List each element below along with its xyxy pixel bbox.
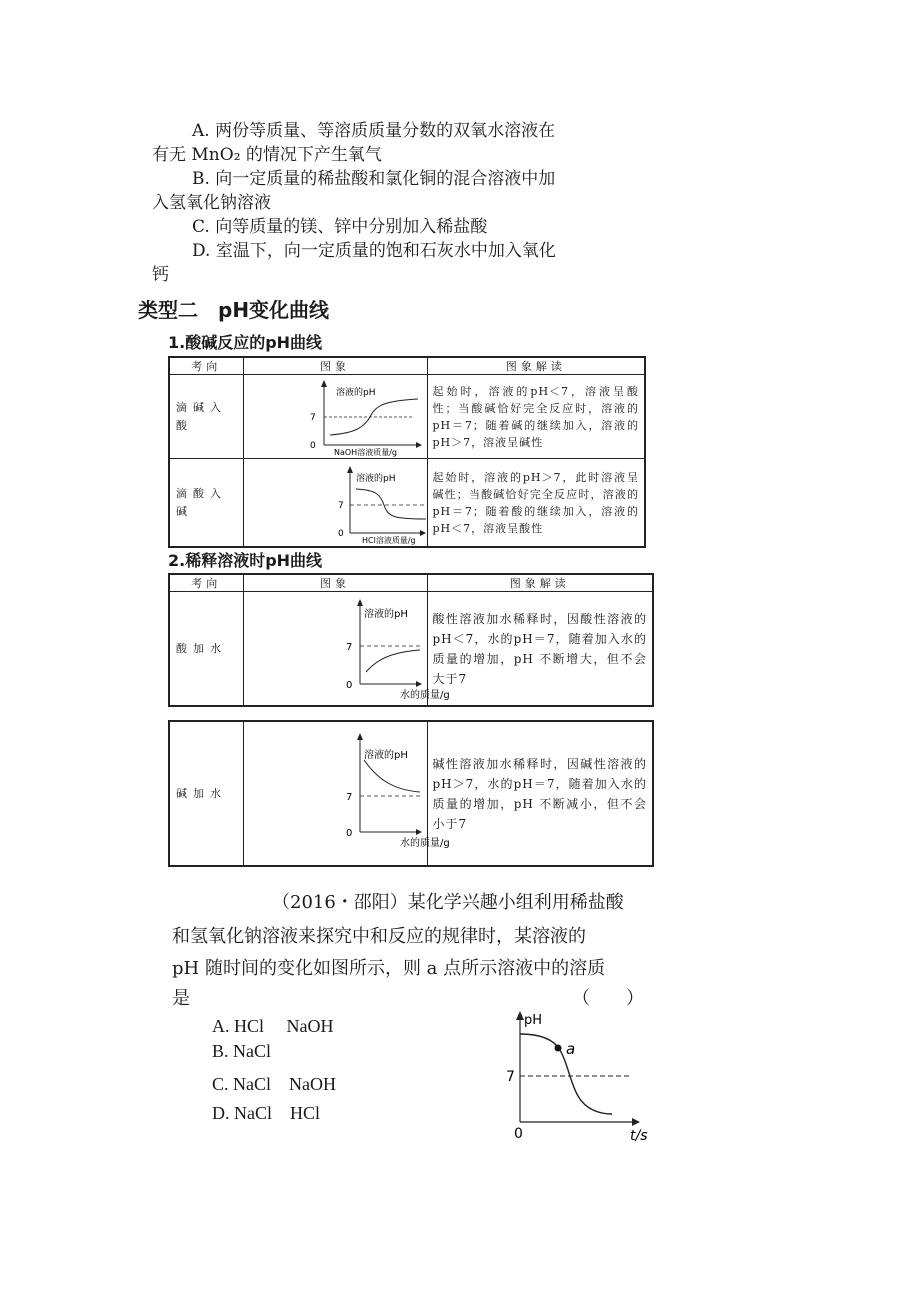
- x-axis-arrow: [416, 829, 422, 835]
- origin-label: 0: [514, 1126, 523, 1142]
- choice-a: A. HCl NaOH: [212, 1016, 334, 1036]
- y-axis-arrow: [516, 1011, 524, 1020]
- x-label: 水的质量/g: [399, 838, 450, 849]
- interpretation-cell: 酸性溶液加水稀释时，因酸性溶液的pH＜7，水的pH＝7，随着加入水的质量的增加，pH 不断增大，但不会大于7: [427, 592, 653, 707]
- interpretation-cell: 起始时，溶液的pH＞7，此时溶液呈碱性；当酸碱恰好完全反应时，溶液的pH＝7；随着酸的继续加入，溶液的pH＜7，溶液呈酸性: [427, 459, 645, 548]
- choice-b: B. NaCl: [212, 1041, 272, 1061]
- option-b-line1: B. 向一定质量的稀盐酸和氯化铜的混合溶液中加: [192, 169, 556, 189]
- option-a-line2: 有无 MnO₂ 的情况下产生氧气: [152, 145, 382, 165]
- y-label: 溶液的pH: [363, 750, 408, 761]
- question-line3: pH 随时间的变化如图所示，则 a 点所示溶液中的溶质: [172, 958, 606, 979]
- table-header: 图象解读: [427, 574, 653, 592]
- tick-7: 7: [309, 413, 316, 423]
- x-axis-arrow: [420, 530, 426, 536]
- ph-curve: [364, 760, 420, 792]
- x-label: NaOH溶液质量/g: [333, 448, 397, 457]
- question-line1: （2016・邵阳）某化学兴趣小组利用稀盐酸: [272, 892, 624, 913]
- option-c-line1: C. 向等质量的镁、锌中分别加入稀盐酸: [192, 217, 488, 237]
- graph-cell: [243, 375, 427, 459]
- ph-curve: [366, 650, 420, 672]
- graph-acid-into-base: [244, 459, 428, 543]
- table-header: 图象解读: [427, 357, 645, 375]
- sub2-title: 2.稀释溶液时pH曲线: [168, 551, 323, 570]
- graph-acid-plus-water: [244, 592, 450, 702]
- table-header: 图象: [243, 574, 427, 592]
- table-header: 考向: [169, 357, 243, 375]
- choice-c: C. NaCl NaOH: [212, 1074, 336, 1094]
- origin-label: 0: [309, 441, 316, 451]
- interpretation-cell: 碱性溶液加水稀释时，因碱性溶液的pH＞7，水的pH＝7，随着加入水的质量的增加，pH 不断减小，但不会小于7: [427, 721, 653, 866]
- dilution-table-acid: [168, 573, 654, 707]
- question-graph: [496, 1006, 656, 1156]
- ph-curve: [356, 489, 426, 519]
- sub1-title: 1.酸碱反应的pH曲线: [168, 333, 323, 352]
- x-axis-arrow: [632, 1118, 640, 1126]
- table-header: 图象: [243, 357, 427, 375]
- graph-base-into-acid: [244, 375, 428, 455]
- graph-cell: [243, 592, 450, 707]
- graph-cell: [243, 721, 450, 866]
- tick-7: 7: [345, 642, 352, 653]
- y-axis-arrow: [357, 733, 363, 740]
- question-line2: 和氢氧化钠溶液来探究中和反应的规律时，某溶液的: [172, 926, 586, 947]
- direction-cell: 滴碱入酸: [169, 375, 243, 459]
- x-label: HCl溶液质量/g: [361, 536, 416, 545]
- y-label: 溶液的pH: [363, 609, 408, 620]
- tick-7: 7: [506, 1069, 515, 1085]
- graph-base-plus-water: [244, 722, 450, 862]
- point-a-marker: [555, 1045, 562, 1052]
- origin-label: 0: [337, 529, 344, 539]
- y-label: 溶液的pH: [355, 474, 395, 484]
- option-a-line1: A. 两份等质量、等溶质质量分数的双氧水溶液在: [192, 121, 556, 141]
- question-line4: 是: [172, 988, 190, 1009]
- y-label: 溶液的pH: [335, 388, 375, 398]
- section-title: 类型二 pH变化曲线: [138, 298, 330, 322]
- x-label: 水的质量/g: [399, 690, 450, 701]
- interpretation-cell: 起始时，溶液的pH＜7，溶液呈酸性；当酸碱恰好完全反应时，溶液的pH＝7；随着碱的继续加入，溶液的pH＞7，溶液呈碱性: [427, 375, 645, 459]
- tick-7: 7: [337, 501, 344, 511]
- choice-d: D. NaCl HCl: [212, 1103, 320, 1123]
- y-axis-arrow: [321, 380, 327, 387]
- tick-7: 7: [345, 792, 352, 803]
- origin-label: 0: [345, 680, 352, 691]
- x-label: t/s: [630, 1128, 648, 1144]
- origin-label: 0: [345, 828, 352, 839]
- direction-cell: 碱加水: [169, 721, 243, 866]
- option-d-line1: D. 室温下，向一定质量的饱和石灰水中加入氧化: [192, 241, 556, 261]
- dilution-table-base: [168, 720, 654, 867]
- direction-cell: 滴酸入碱: [169, 459, 243, 548]
- y-axis-arrow: [347, 466, 353, 473]
- answer-bracket: （ ）: [572, 988, 644, 1009]
- graph-cell: [243, 459, 427, 548]
- y-label: pH: [524, 1013, 543, 1028]
- option-d-line2: 钙: [152, 265, 169, 285]
- point-a-label: a: [566, 1040, 576, 1058]
- x-axis-arrow: [416, 681, 422, 687]
- y-axis-arrow: [357, 599, 363, 606]
- direction-cell: 酸加水: [169, 592, 243, 707]
- option-b-line2: 入氢氧化钠溶液: [152, 193, 271, 213]
- table-header: 考向: [169, 574, 243, 592]
- acid-base-table: [168, 356, 646, 548]
- x-axis-arrow: [416, 442, 422, 448]
